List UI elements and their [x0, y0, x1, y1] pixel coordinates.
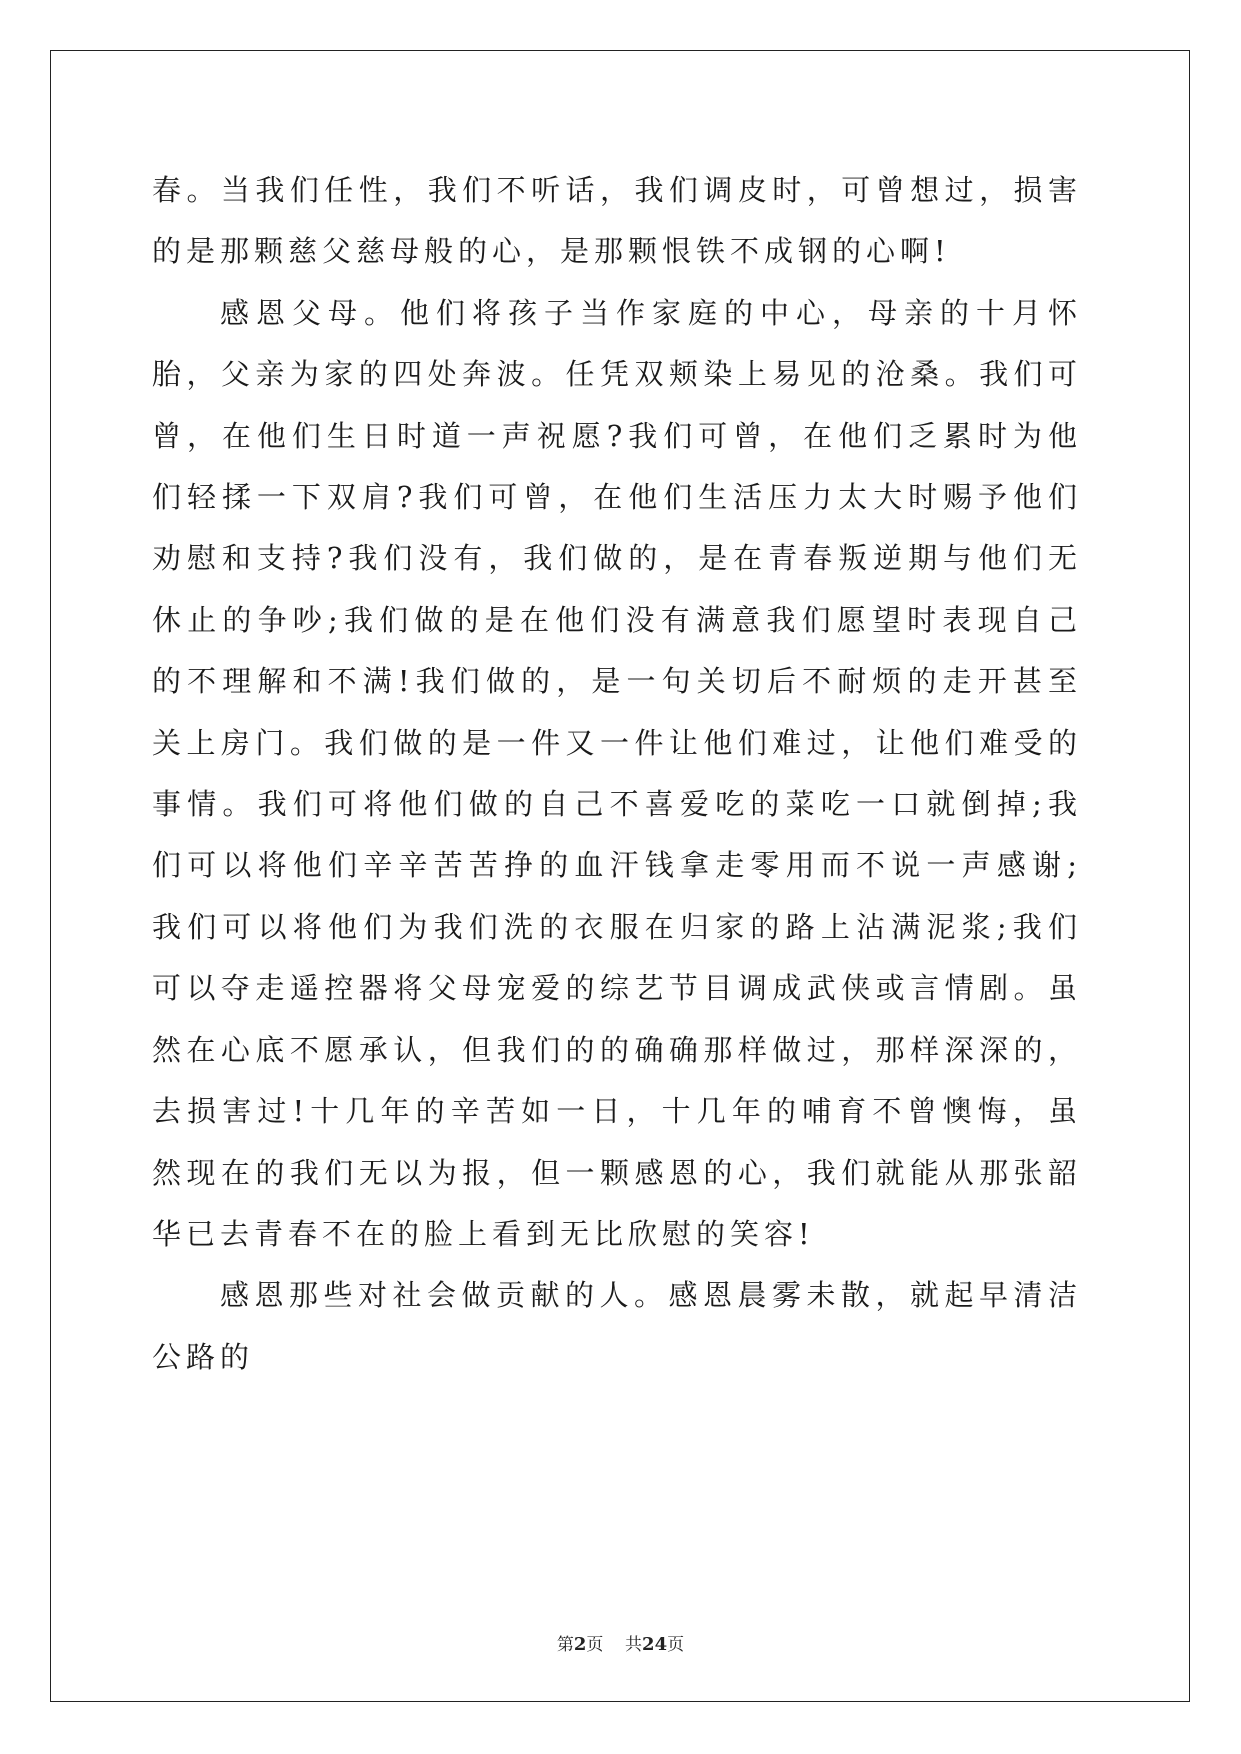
footer-total-suffix: 页: [667, 1635, 685, 1655]
footer-prefix: 第: [556, 1635, 574, 1655]
page-footer: [0, 1630, 1241, 1655]
footer-total-prefix: 共: [625, 1635, 643, 1655]
paragraph-gratitude-society: 感恩那些对社会做贡献的人。感恩晨雾未散，就起早清洁公路的: [152, 1278, 1082, 1374]
paragraph-gratitude-parents: 感恩父母。他们将孩子当作家庭的中心，母亲的十月怀胎，父亲为家的四处奔波。任凭双颊染上易见的沧桑。我们可曾，在他们生日时道一声祝愿?我们可曾，在他们乏累时为他们轻揉一下双肩?我们可曾，在他们生活压力太大时赐予他们劝慰和支持?我们没有，我们做的，是在青春叛逆期与他们无休止的争吵;我们做的是在他们没有满意我们愿望时表现自己的不理解和不满!我们做的，是一句关切后不耐烦的走开甚至关上房门。我们做的是一件又一件让他们难过，让他们难受的事情。我们可将他们做的自己不喜爱吃的菜吃一口就倒掉;我们可以将他们辛辛苦苦挣的血汗钱拿走零用而不说一声感谢;我们可以将他们为我们洗的衣服在归家的路上沾满泥浆;我们可以夺走遥控器将父母宠爱的综艺节目调成武侠或言情剧。虽然在心底不愿承认，但我们的的确确那样做过，那样深深的，去损害过!十几年的辛苦如一日，十几年的哺育不曾懊悔，虽然现在的我们无以为报，但一颗感恩的心，我们就能从那张韶华已去青春不在的脸上看到无比欣慰的笑容!: [152, 295, 1082, 1251]
footer-page-suffix: 页: [586, 1635, 604, 1655]
paragraph-continued: 春。当我们任性，我们不听话，我们调皮时，可曾想过，损害的是那颗慈父慈母般的心，是那颗恨铁不成钢的心啊!: [152, 173, 1082, 269]
total-page-count: 24: [642, 1634, 668, 1655]
body-text: [152, 160, 1082, 1388]
current-page-number: 2: [573, 1634, 587, 1655]
